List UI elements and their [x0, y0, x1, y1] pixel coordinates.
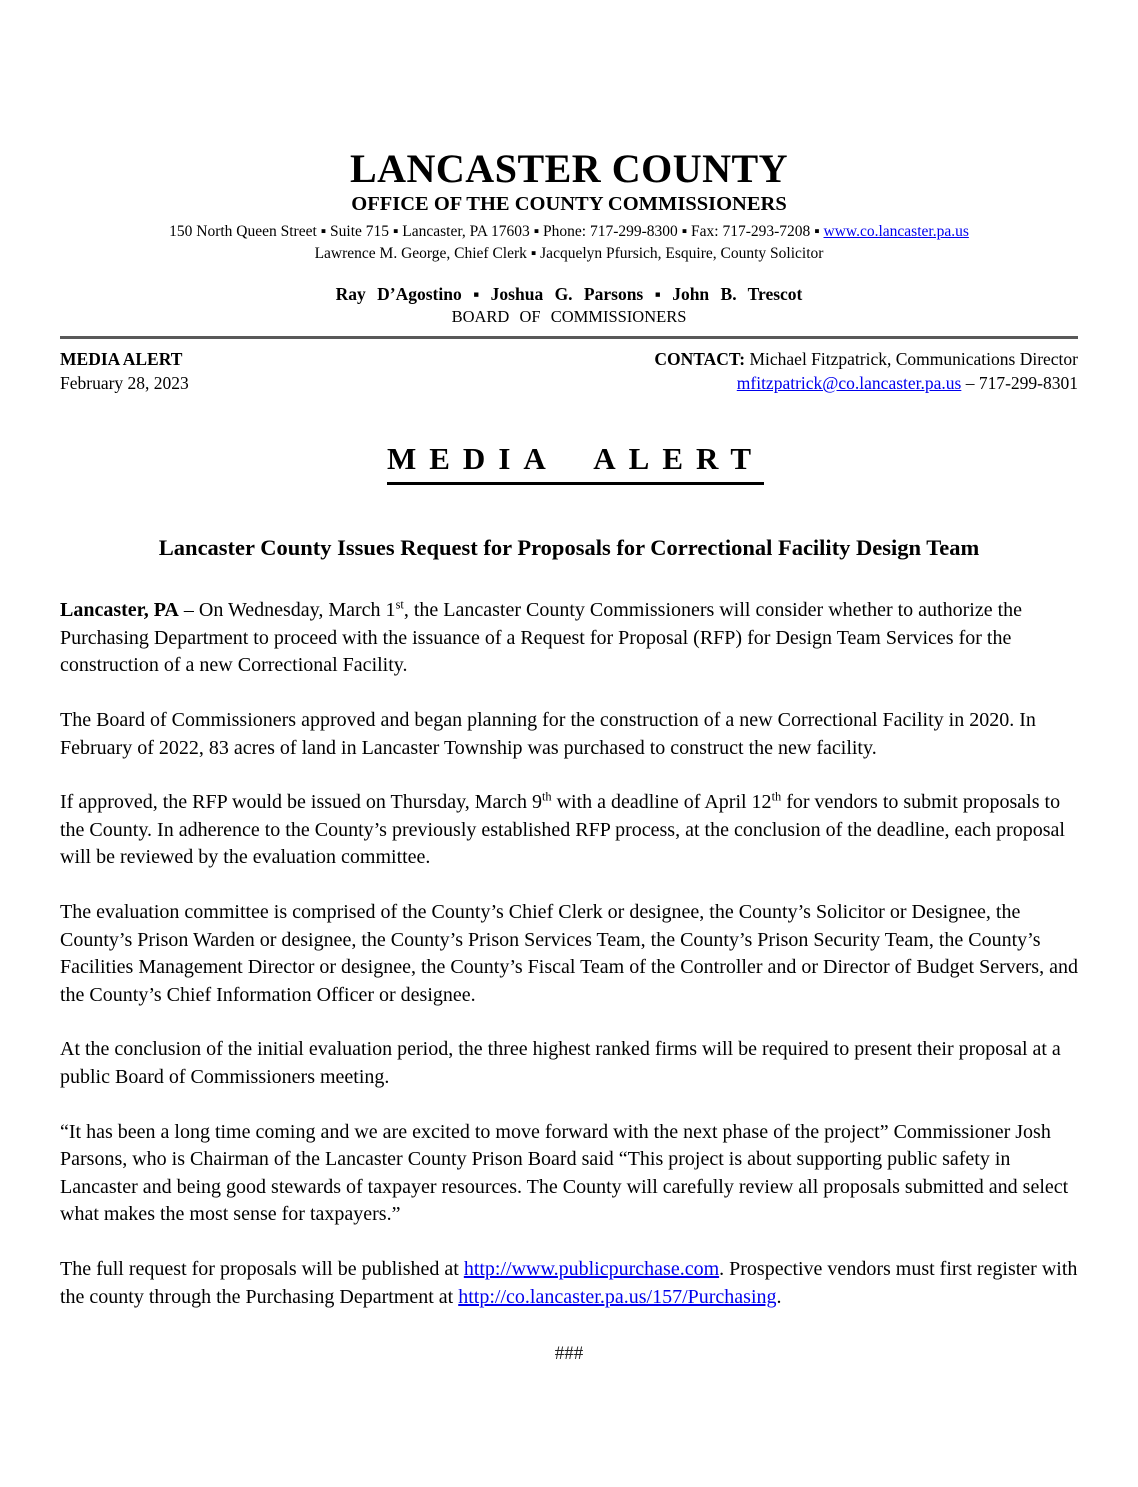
text-segment: The full request for proposals will be published at — [60, 1257, 464, 1280]
alert-info-contact — [654, 348, 1078, 395]
body-paragraph — [60, 1256, 1078, 1311]
body-paragraph — [60, 899, 1078, 1009]
text-segment: – On Wednesday, March 1 — [178, 599, 396, 622]
body-paragraph — [60, 597, 1078, 680]
letterhead-address-line — [60, 221, 1078, 243]
media-alert-heading-wrap — [60, 441, 1078, 485]
hyperlink[interactable]: www.co.lancaster.pa.us — [823, 223, 969, 240]
text-segment: for vendors to submit proposals to the County. In adherence to the County’s previously established RFP process, at the conclusion of the deadline, each proposal will be reviewed by the evaluation committee. — [60, 791, 1065, 869]
letterhead — [60, 148, 1078, 327]
text-segment: . — [776, 1285, 782, 1308]
text-segment: – 717-299-8301 — [961, 372, 1078, 393]
letterhead-officials-line: Lawrence M. George, Chief Clerk ▪ Jacquelyn Pfursich, Esquire, County Solicitor — [314, 245, 824, 262]
superscript-ordinal: th — [771, 789, 782, 804]
hyperlink[interactable]: mfitzpatrick@co.lancaster.pa.us — [736, 372, 962, 393]
text-segment: with a deadline of April 12 — [551, 791, 772, 814]
text-segment: “It has been a long time coming and we are excited to move forward with the next phase of the project” Commissioner Josh Parsons, who is Chairman of the Lancaster County Prison Board said “This project is about supporting public safety in Lancaster and being good stewards of taxpayer resources. The County will carefully review all proposals submitted and select what makes the most sense for taxpayers.” — [60, 1120, 1069, 1226]
hyperlink[interactable]: http://co.lancaster.pa.us/157/Purchasing — [458, 1285, 777, 1308]
text-segment: The evaluation committee is comprised of the County’s Chief Clerk or designee, the County’s Solicitor or Designee, the County’s Prison Warden or designee, the County’s Prison Services Team, the County’s Prison Security Team, the County’s Facilities Management Director or designee, the County’s Fiscal Team of the Controller and or Director of Budget Servers, and the County’s Chief Information Officer or designee. — [60, 901, 1078, 1006]
body-paragraph — [60, 1119, 1078, 1229]
body-paragraph — [60, 707, 1078, 762]
contact-name: Michael Fitzpatrick, Communications Director — [745, 349, 1078, 369]
letterhead-subtitle: OFFICE OF THE COUNTY COMMISSIONERS — [351, 193, 787, 215]
divider-line — [60, 336, 1078, 339]
alert-date: February 28, 2023 — [60, 372, 189, 393]
text-segment: . Prospective vendors must first register with the county through the Purchasing Department at — [60, 1257, 1078, 1308]
contact-email-line — [654, 372, 1078, 396]
text-segment: At the conclusion of the initial evaluation period, the three highest ranked firms will be required to present their proposal at a public Board of Commissioners meeting. — [60, 1038, 1061, 1088]
body-paragraph — [60, 789, 1078, 872]
text-segment: Lancaster, PA — [60, 599, 179, 622]
board-of-commissioners-label: BOARD OF COMMISSIONERS — [451, 307, 687, 326]
text-segment: If approved, the RFP would be issued on Thursday, March 9 — [60, 791, 542, 814]
alert-info-left — [60, 348, 189, 395]
body-paragraph — [60, 1036, 1078, 1091]
text-segment: , the Lancaster County Commissioners will consider whether to authorize the Purchasing Department to proceed with the issuance of a Request for Proposal (RFP) for Design Team Services for the construction of a new Correctional Facility. — [60, 599, 1023, 677]
commissioners-names: Ray D’Agostino ▪ Joshua G. Parsons ▪ John B. Trescot — [335, 284, 803, 304]
contact-label: CONTACT: — [654, 349, 746, 369]
text-segment: The Board of Commissioners approved and began planning for the construction of a new Correctional Facility in 2020. In February of 2022, 83 acres of land in Lancaster Township was purchased to construct the new facility. — [60, 709, 1036, 759]
superscript-ordinal: st — [395, 597, 404, 612]
contact-line — [654, 348, 1078, 372]
alert-info-row — [60, 348, 1078, 395]
text-segment: 150 North Queen Street ▪ Suite 715 ▪ Lancaster, PA 17603 ▪ Phone: 717-299-8300 ▪ Fax: 717-293-7208 ▪ — [169, 223, 824, 240]
letterhead-title: LANCASTER COUNTY — [349, 146, 789, 191]
media-alert-heading: MEDIA ALERT — [387, 441, 764, 485]
release-headline: Lancaster County Issues Request for Proposals for Correctional Facility Design Team — [158, 535, 980, 561]
hyperlink[interactable]: http://www.publicpurchase.com — [463, 1257, 720, 1280]
superscript-ordinal: th — [541, 789, 552, 804]
media-alert-label: MEDIA ALERT — [60, 349, 183, 369]
closing-marker: ### — [554, 1343, 584, 1365]
